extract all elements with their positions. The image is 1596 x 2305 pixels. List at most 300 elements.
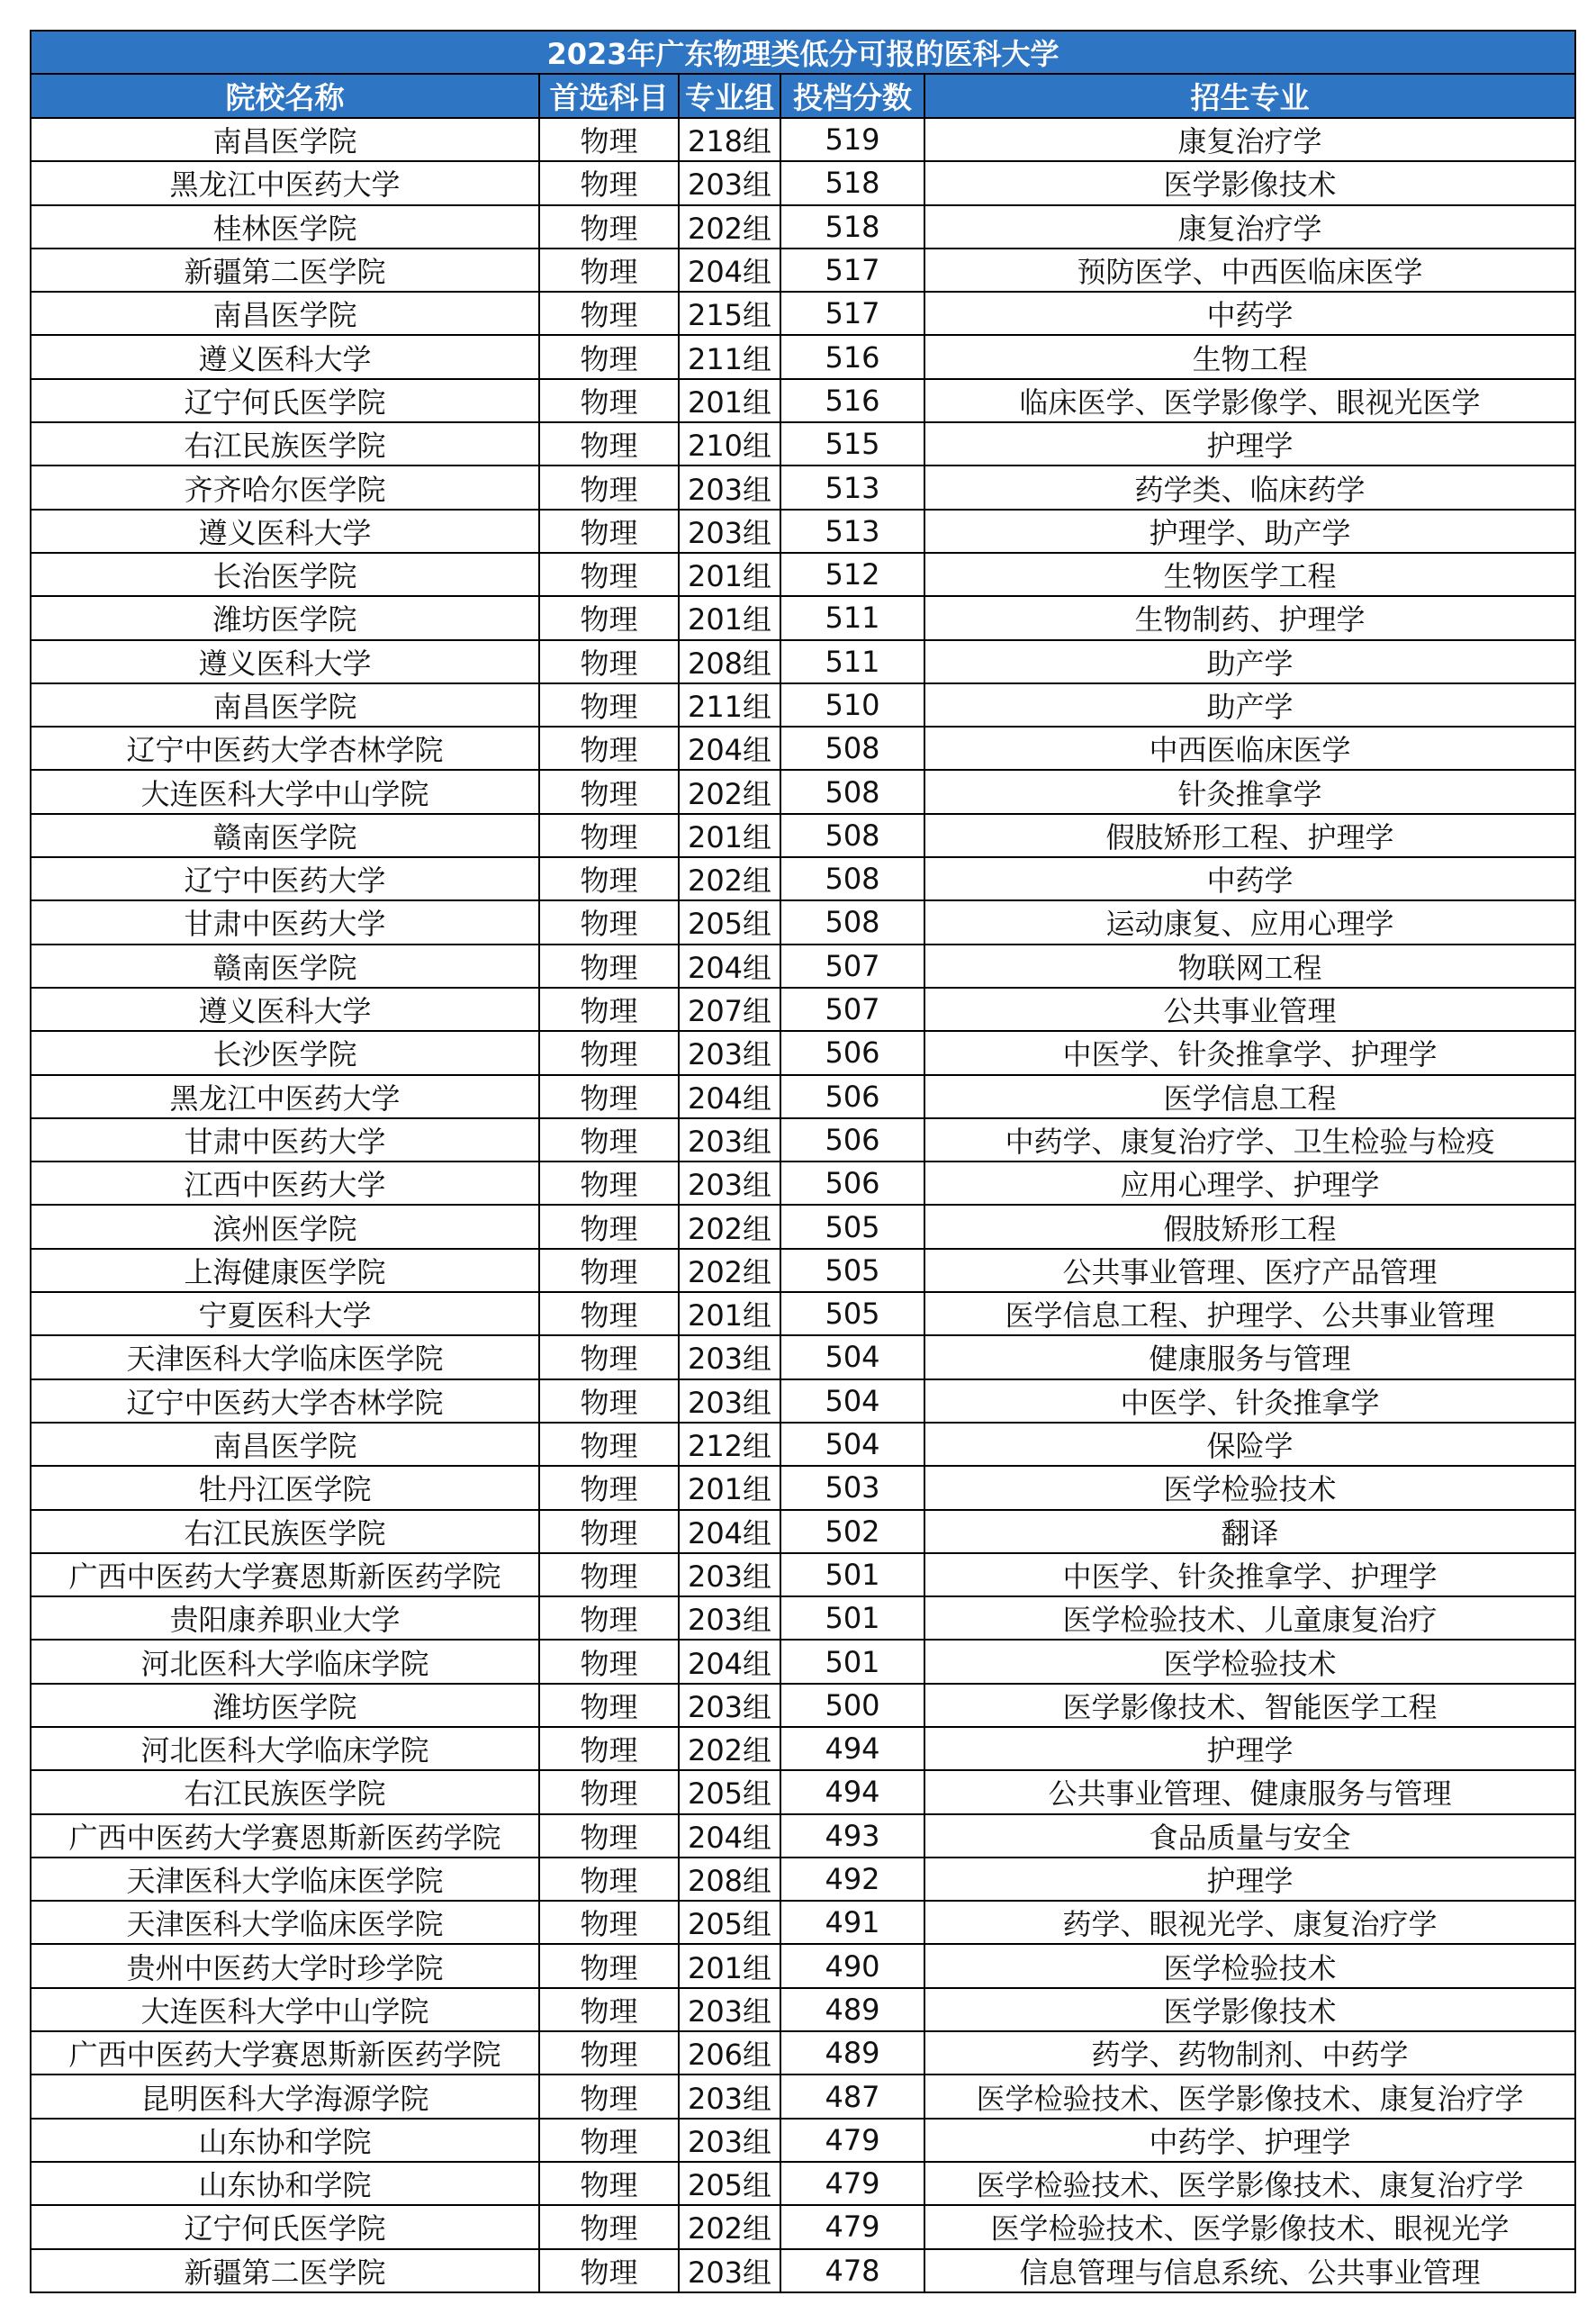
majors-cell: 医学信息工程、护理学、公共事业管理 <box>924 1292 1575 1335</box>
major-group-cell: 208组 <box>679 640 780 683</box>
subject-cell: 物理 <box>539 249 679 292</box>
table-row <box>31 2162 1575 2205</box>
subject-cell: 物理 <box>539 857 679 900</box>
subject-cell: 物理 <box>539 1988 679 2031</box>
spreadsheet-sheet <box>30 30 1574 2293</box>
header-majors: 招生专业 <box>924 74 1575 118</box>
school-name-cell: 赣南医学院 <box>31 945 539 988</box>
subject-cell: 物理 <box>539 553 679 596</box>
table-row <box>31 1292 1575 1335</box>
subject-cell: 物理 <box>539 118 679 161</box>
subject-cell: 物理 <box>539 945 679 988</box>
table-row <box>31 1727 1575 1770</box>
table-row <box>31 1944 1575 1987</box>
majors-cell: 信息管理与信息系统、公共事业管理 <box>924 2249 1575 2292</box>
major-group-cell: 212组 <box>679 1423 780 1466</box>
table-row <box>31 1596 1575 1640</box>
majors-cell: 医学检验技术、儿童康复治疗 <box>924 1596 1575 1640</box>
majors-cell: 康复治疗学 <box>924 118 1575 161</box>
school-name-cell: 贵阳康养职业大学 <box>31 1596 539 1640</box>
school-name-cell: 南昌医学院 <box>31 683 539 727</box>
header-score: 投档分数 <box>780 74 924 118</box>
major-group-cell: 204组 <box>679 1075 780 1118</box>
table-row <box>31 727 1575 770</box>
major-group-cell: 202组 <box>679 857 780 900</box>
table-row <box>31 1118 1575 1162</box>
score-cell: 517 <box>780 292 924 335</box>
table-row <box>31 1423 1575 1466</box>
score-cell: 504 <box>780 1379 924 1423</box>
subject-cell: 物理 <box>539 1162 679 1205</box>
majors-cell: 物联网工程 <box>924 945 1575 988</box>
subject-cell: 物理 <box>539 1118 679 1162</box>
major-group-cell: 202组 <box>679 205 780 249</box>
major-group-cell: 203组 <box>679 1988 780 2031</box>
score-cell: 506 <box>780 1118 924 1162</box>
score-cell: 516 <box>780 379 924 422</box>
subject-cell: 物理 <box>539 1335 679 1378</box>
major-group-cell: 211组 <box>679 335 780 378</box>
table-row <box>31 379 1575 422</box>
table-row <box>31 1901 1575 1944</box>
table-row <box>31 2074 1575 2118</box>
subject-cell: 物理 <box>539 988 679 1031</box>
majors-cell: 药学、药物制剂、中药学 <box>924 2031 1575 2074</box>
subject-cell: 物理 <box>539 379 679 422</box>
score-cell: 508 <box>780 814 924 857</box>
majors-cell: 医学影像技术 <box>924 161 1575 204</box>
school-name-cell: 天津医科大学临床医学院 <box>31 1901 539 1944</box>
majors-cell: 假肢矫形工程 <box>924 1205 1575 1248</box>
subject-cell: 物理 <box>539 335 679 378</box>
subject-cell: 物理 <box>539 1075 679 1118</box>
majors-cell: 中药学 <box>924 857 1575 900</box>
major-group-cell: 201组 <box>679 596 780 639</box>
major-group-cell: 202组 <box>679 770 780 813</box>
table-row <box>31 2119 1575 2162</box>
school-name-cell: 辽宁中医药大学杏林学院 <box>31 1379 539 1423</box>
score-cell: 502 <box>780 1510 924 1553</box>
table-row <box>31 1249 1575 1292</box>
score-cell: 505 <box>780 1249 924 1292</box>
majors-cell: 中西医临床医学 <box>924 727 1575 770</box>
school-name-cell: 甘肃中医药大学 <box>31 900 539 944</box>
table-row <box>31 596 1575 639</box>
subject-cell: 物理 <box>539 1510 679 1553</box>
table-row <box>31 1466 1575 1509</box>
score-cell: 513 <box>780 510 924 553</box>
school-name-cell: 南昌医学院 <box>31 118 539 161</box>
major-group-cell: 208组 <box>679 1858 780 1901</box>
majors-cell: 医学影像技术 <box>924 1988 1575 2031</box>
school-name-cell: 大连医科大学中山学院 <box>31 1988 539 2031</box>
subject-cell: 物理 <box>539 596 679 639</box>
school-name-cell: 右江民族医学院 <box>31 422 539 466</box>
subject-cell: 物理 <box>539 683 679 727</box>
school-name-cell: 河北医科大学临床学院 <box>31 1727 539 1770</box>
subject-cell: 物理 <box>539 814 679 857</box>
score-cell: 508 <box>780 900 924 944</box>
score-cell: 516 <box>780 335 924 378</box>
table-row <box>31 1640 1575 1683</box>
score-cell: 503 <box>780 1466 924 1509</box>
major-group-cell: 203组 <box>679 161 780 204</box>
majors-cell: 护理学、助产学 <box>924 510 1575 553</box>
majors-cell: 中药学 <box>924 292 1575 335</box>
subject-cell: 物理 <box>539 466 679 509</box>
major-group-cell: 203组 <box>679 1596 780 1640</box>
table-row <box>31 1335 1575 1378</box>
major-group-cell: 211组 <box>679 683 780 727</box>
score-cell: 505 <box>780 1292 924 1335</box>
major-group-cell: 201组 <box>679 553 780 596</box>
table-row <box>31 945 1575 988</box>
major-group-cell: 207组 <box>679 988 780 1031</box>
majors-cell: 应用心理学、护理学 <box>924 1162 1575 1205</box>
table-row <box>31 1814 1575 1858</box>
table-row <box>31 1075 1575 1118</box>
school-name-cell: 广西中医药大学赛恩斯新医药学院 <box>31 1814 539 1858</box>
table-row <box>31 205 1575 249</box>
major-group-cell: 203组 <box>679 1379 780 1423</box>
subject-cell: 物理 <box>539 1553 679 1596</box>
score-cell: 489 <box>780 1988 924 2031</box>
table-title: 2023年广东物理类低分可报的医科大学 <box>31 31 1575 74</box>
majors-cell: 翻译 <box>924 1510 1575 1553</box>
subject-cell: 物理 <box>539 1596 679 1640</box>
major-group-cell: 201组 <box>679 814 780 857</box>
score-cell: 493 <box>780 1814 924 1858</box>
majors-cell: 中医学、针灸推拿学 <box>924 1379 1575 1423</box>
subject-cell: 物理 <box>539 1944 679 1987</box>
major-group-cell: 204组 <box>679 1510 780 1553</box>
subject-cell: 物理 <box>539 1770 679 1813</box>
table-row <box>31 1988 1575 2031</box>
major-group-cell: 206组 <box>679 2031 780 2074</box>
subject-cell: 物理 <box>539 292 679 335</box>
majors-cell: 医学检验技术、医学影像技术、眼视光学 <box>924 2205 1575 2248</box>
majors-cell: 食品质量与安全 <box>924 1814 1575 1858</box>
major-group-cell: 203组 <box>679 510 780 553</box>
majors-cell: 临床医学、医学影像学、眼视光医学 <box>924 379 1575 422</box>
subject-cell: 物理 <box>539 1640 679 1683</box>
table-row <box>31 683 1575 727</box>
subject-cell: 物理 <box>539 161 679 204</box>
score-cell: 506 <box>780 1031 924 1074</box>
school-name-cell: 辽宁何氏医学院 <box>31 379 539 422</box>
majors-cell: 公共事业管理、医疗产品管理 <box>924 1249 1575 1292</box>
school-name-cell: 辽宁何氏医学院 <box>31 2205 539 2248</box>
major-group-cell: 203组 <box>679 2119 780 2162</box>
table-row <box>31 770 1575 813</box>
score-cell: 508 <box>780 727 924 770</box>
table-row <box>31 857 1575 900</box>
subject-cell: 物理 <box>539 1249 679 1292</box>
school-name-cell: 贵州中医药大学时珍学院 <box>31 1944 539 1987</box>
major-group-cell: 203组 <box>679 2074 780 2118</box>
score-cell: 508 <box>780 857 924 900</box>
table-row <box>31 1205 1575 1248</box>
school-name-cell: 宁夏医科大学 <box>31 1292 539 1335</box>
school-name-cell: 昆明医科大学海源学院 <box>31 2074 539 2118</box>
school-name-cell: 右江民族医学院 <box>31 1510 539 1553</box>
header-major-group: 专业组 <box>679 74 780 118</box>
subject-cell: 物理 <box>539 422 679 466</box>
table-header-row <box>31 74 1575 118</box>
header-subject: 首选科目 <box>539 74 679 118</box>
score-cell: 478 <box>780 2249 924 2292</box>
major-group-cell: 203组 <box>679 2249 780 2292</box>
major-group-cell: 210组 <box>679 422 780 466</box>
school-name-cell: 河北医科大学临床学院 <box>31 1640 539 1683</box>
major-group-cell: 203组 <box>679 466 780 509</box>
school-name-cell: 广西中医药大学赛恩斯新医药学院 <box>31 2031 539 2074</box>
school-name-cell: 遵义医科大学 <box>31 640 539 683</box>
major-group-cell: 205组 <box>679 1901 780 1944</box>
table-row <box>31 640 1575 683</box>
table-row <box>31 1031 1575 1074</box>
table-row <box>31 292 1575 335</box>
school-name-cell: 天津医科大学临床医学院 <box>31 1858 539 1901</box>
majors-cell: 预防医学、中西医临床医学 <box>924 249 1575 292</box>
school-name-cell: 黑龙江中医药大学 <box>31 1075 539 1118</box>
subject-cell: 物理 <box>539 1684 679 1727</box>
school-name-cell: 新疆第二医学院 <box>31 249 539 292</box>
school-name-cell: 南昌医学院 <box>31 292 539 335</box>
major-group-cell: 201组 <box>679 1466 780 1509</box>
majors-cell: 生物制药、护理学 <box>924 596 1575 639</box>
subject-cell: 物理 <box>539 900 679 944</box>
score-cell: 490 <box>780 1944 924 1987</box>
school-name-cell: 辽宁中医药大学 <box>31 857 539 900</box>
score-cell: 501 <box>780 1596 924 1640</box>
table-row <box>31 1684 1575 1727</box>
subject-cell: 物理 <box>539 205 679 249</box>
score-cell: 479 <box>780 2162 924 2205</box>
major-group-cell: 201组 <box>679 1944 780 1987</box>
subject-cell: 物理 <box>539 1901 679 1944</box>
subject-cell: 物理 <box>539 2162 679 2205</box>
table-row <box>31 118 1575 161</box>
score-cell: 519 <box>780 118 924 161</box>
subject-cell: 物理 <box>539 2031 679 2074</box>
majors-cell: 药学、眼视光学、康复治疗学 <box>924 1901 1575 1944</box>
major-group-cell: 204组 <box>679 945 780 988</box>
score-cell: 505 <box>780 1205 924 1248</box>
subject-cell: 物理 <box>539 2119 679 2162</box>
score-cell: 494 <box>780 1770 924 1813</box>
table-row <box>31 900 1575 944</box>
majors-cell: 护理学 <box>924 1858 1575 1901</box>
majors-cell: 护理学 <box>924 1727 1575 1770</box>
school-name-cell: 山东协和学院 <box>31 2119 539 2162</box>
subject-cell: 物理 <box>539 2249 679 2292</box>
table-row <box>31 466 1575 509</box>
majors-cell: 中药学、康复治疗学、卫生检验与检疫 <box>924 1118 1575 1162</box>
majors-cell: 医学检验技术、医学影像技术、康复治疗学 <box>924 2162 1575 2205</box>
school-name-cell: 遵义医科大学 <box>31 510 539 553</box>
score-cell: 507 <box>780 945 924 988</box>
majors-cell: 保险学 <box>924 1423 1575 1466</box>
header-school-name: 院校名称 <box>31 74 539 118</box>
major-group-cell: 203组 <box>679 1162 780 1205</box>
score-cell: 506 <box>780 1162 924 1205</box>
school-name-cell: 上海健康医学院 <box>31 1249 539 1292</box>
score-cell: 506 <box>780 1075 924 1118</box>
score-cell: 504 <box>780 1423 924 1466</box>
table-row <box>31 1858 1575 1901</box>
table-row <box>31 1553 1575 1596</box>
score-cell: 479 <box>780 2205 924 2248</box>
table-row <box>31 249 1575 292</box>
major-group-cell: 203组 <box>679 1684 780 1727</box>
major-group-cell: 205组 <box>679 1770 780 1813</box>
school-name-cell: 桂林医学院 <box>31 205 539 249</box>
subject-cell: 物理 <box>539 1423 679 1466</box>
major-group-cell: 205组 <box>679 900 780 944</box>
majors-cell: 药学类、临床药学 <box>924 466 1575 509</box>
majors-cell: 运动康复、应用心理学 <box>924 900 1575 944</box>
subject-cell: 物理 <box>539 510 679 553</box>
table-row <box>31 510 1575 553</box>
majors-cell: 公共事业管理、健康服务与管理 <box>924 1770 1575 1813</box>
subject-cell: 物理 <box>539 1858 679 1901</box>
major-group-cell: 215组 <box>679 292 780 335</box>
major-group-cell: 203组 <box>679 1118 780 1162</box>
major-group-cell: 204组 <box>679 249 780 292</box>
school-name-cell: 潍坊医学院 <box>31 596 539 639</box>
school-name-cell: 新疆第二医学院 <box>31 2249 539 2292</box>
majors-cell: 公共事业管理 <box>924 988 1575 1031</box>
subject-cell: 物理 <box>539 1205 679 1248</box>
score-cell: 494 <box>780 1727 924 1770</box>
major-group-cell: 202组 <box>679 1727 780 1770</box>
score-cell: 500 <box>780 1684 924 1727</box>
major-group-cell: 202组 <box>679 2205 780 2248</box>
score-cell: 511 <box>780 640 924 683</box>
score-cell: 491 <box>780 1901 924 1944</box>
score-cell: 511 <box>780 596 924 639</box>
majors-cell: 医学影像技术、智能医学工程 <box>924 1684 1575 1727</box>
major-group-cell: 203组 <box>679 1335 780 1378</box>
school-name-cell: 遵义医科大学 <box>31 335 539 378</box>
school-name-cell: 长治医学院 <box>31 553 539 596</box>
admission-table <box>30 30 1576 2293</box>
major-group-cell: 201组 <box>679 1292 780 1335</box>
score-cell: 489 <box>780 2031 924 2074</box>
school-name-cell: 齐齐哈尔医学院 <box>31 466 539 509</box>
school-name-cell: 山东协和学院 <box>31 2162 539 2205</box>
major-group-cell: 202组 <box>679 1205 780 1248</box>
table-row <box>31 988 1575 1031</box>
table-row <box>31 814 1575 857</box>
majors-cell: 中药学、护理学 <box>924 2119 1575 2162</box>
majors-cell: 生物医学工程 <box>924 553 1575 596</box>
majors-cell: 医学信息工程 <box>924 1075 1575 1118</box>
table-row <box>31 553 1575 596</box>
subject-cell: 物理 <box>539 1466 679 1509</box>
score-cell: 507 <box>780 988 924 1031</box>
major-group-cell: 205组 <box>679 2162 780 2205</box>
score-cell: 518 <box>780 161 924 204</box>
major-group-cell: 204组 <box>679 727 780 770</box>
school-name-cell: 大连医科大学中山学院 <box>31 770 539 813</box>
table-row <box>31 2031 1575 2074</box>
score-cell: 513 <box>780 466 924 509</box>
majors-cell: 护理学 <box>924 422 1575 466</box>
major-group-cell: 204组 <box>679 1640 780 1683</box>
table-row <box>31 1770 1575 1813</box>
school-name-cell: 黑龙江中医药大学 <box>31 161 539 204</box>
table-row <box>31 422 1575 466</box>
school-name-cell: 长沙医学院 <box>31 1031 539 1074</box>
school-name-cell: 辽宁中医药大学杏林学院 <box>31 727 539 770</box>
majors-cell: 针灸推拿学 <box>924 770 1575 813</box>
majors-cell: 医学检验技术、医学影像技术、康复治疗学 <box>924 2074 1575 2118</box>
majors-cell: 中医学、针灸推拿学、护理学 <box>924 1553 1575 1596</box>
majors-cell: 康复治疗学 <box>924 205 1575 249</box>
table-title-row <box>31 31 1575 74</box>
majors-cell: 中医学、针灸推拿学、护理学 <box>924 1031 1575 1074</box>
majors-cell: 助产学 <box>924 683 1575 727</box>
score-cell: 515 <box>780 422 924 466</box>
score-cell: 501 <box>780 1553 924 1596</box>
majors-cell: 医学检验技术 <box>924 1466 1575 1509</box>
score-cell: 504 <box>780 1335 924 1378</box>
score-cell: 512 <box>780 553 924 596</box>
school-name-cell: 牡丹江医学院 <box>31 1466 539 1509</box>
table-row <box>31 1379 1575 1423</box>
table-row <box>31 2205 1575 2248</box>
school-name-cell: 甘肃中医药大学 <box>31 1118 539 1162</box>
majors-cell: 医学检验技术 <box>924 1640 1575 1683</box>
major-group-cell: 202组 <box>679 1249 780 1292</box>
subject-cell: 物理 <box>539 1379 679 1423</box>
major-group-cell: 204组 <box>679 1814 780 1858</box>
table-row <box>31 1162 1575 1205</box>
school-name-cell: 天津医科大学临床医学院 <box>31 1335 539 1378</box>
majors-cell: 生物工程 <box>924 335 1575 378</box>
table-row <box>31 2249 1575 2292</box>
score-cell: 508 <box>780 770 924 813</box>
score-cell: 487 <box>780 2074 924 2118</box>
score-cell: 501 <box>780 1640 924 1683</box>
subject-cell: 物理 <box>539 2205 679 2248</box>
subject-cell: 物理 <box>539 770 679 813</box>
school-name-cell: 滨州医学院 <box>31 1205 539 1248</box>
table-row <box>31 1510 1575 1553</box>
majors-cell: 助产学 <box>924 640 1575 683</box>
major-group-cell: 201组 <box>679 379 780 422</box>
major-group-cell: 218组 <box>679 118 780 161</box>
school-name-cell: 遵义医科大学 <box>31 988 539 1031</box>
school-name-cell: 赣南医学院 <box>31 814 539 857</box>
school-name-cell: 南昌医学院 <box>31 1423 539 1466</box>
score-cell: 518 <box>780 205 924 249</box>
school-name-cell: 右江民族医学院 <box>31 1770 539 1813</box>
score-cell: 510 <box>780 683 924 727</box>
subject-cell: 物理 <box>539 2074 679 2118</box>
table-body <box>31 118 1575 2292</box>
school-name-cell: 潍坊医学院 <box>31 1684 539 1727</box>
score-cell: 492 <box>780 1858 924 1901</box>
subject-cell: 物理 <box>539 727 679 770</box>
school-name-cell: 广西中医药大学赛恩斯新医药学院 <box>31 1553 539 1596</box>
table-row <box>31 335 1575 378</box>
school-name-cell: 江西中医药大学 <box>31 1162 539 1205</box>
major-group-cell: 203组 <box>679 1031 780 1074</box>
table-row <box>31 161 1575 204</box>
